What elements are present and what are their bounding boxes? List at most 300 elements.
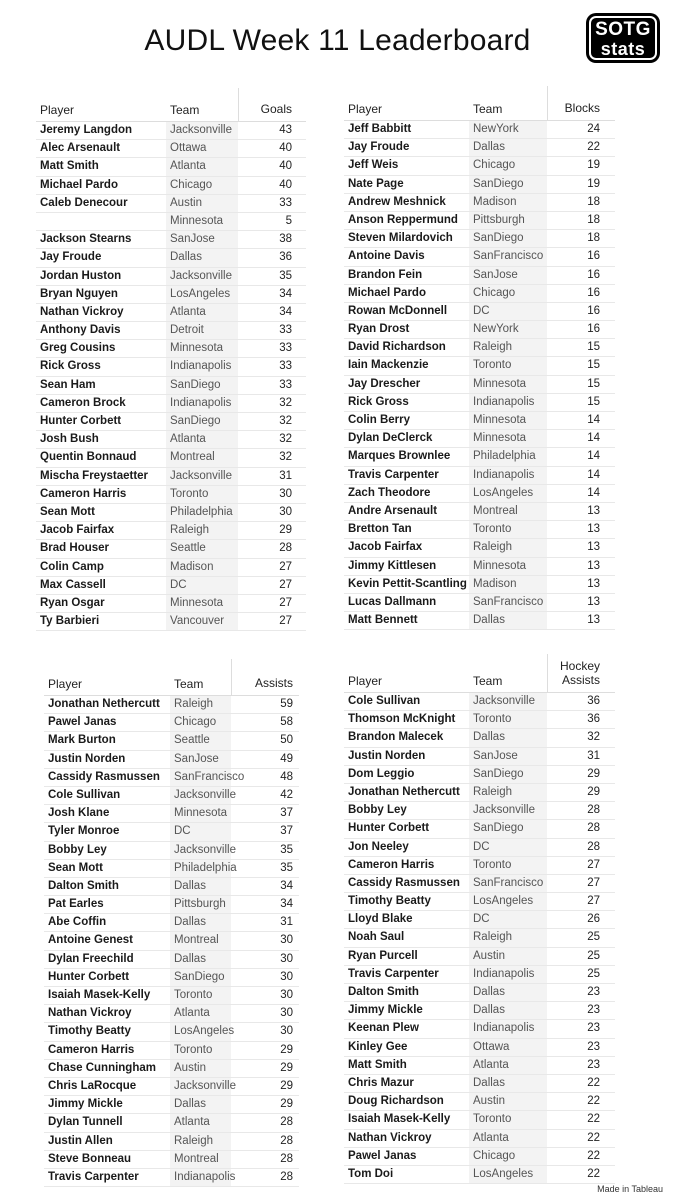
stat-value: 16 <box>587 268 600 281</box>
player-name: Michael Pardo <box>348 286 426 299</box>
team-name: Jacksonville <box>473 804 535 817</box>
table-row <box>44 951 299 969</box>
player-name: Ryan Drost <box>348 323 410 336</box>
player-name: Dylan Freechild <box>48 952 134 965</box>
stat-value: 14 <box>587 414 600 426</box>
stat-value: 43 <box>279 124 292 136</box>
player-name: Timothy Beatty <box>348 895 431 908</box>
team-name: Jacksonville <box>174 1079 236 1092</box>
player-name: Matt Smith <box>40 160 99 173</box>
team-name: Chicago <box>174 716 217 729</box>
team-name: Dallas <box>473 1004 505 1017</box>
team-name: Detroit <box>170 324 204 337</box>
player-name: Jon Neeley <box>348 840 409 853</box>
header-stat-line-2: Assists <box>561 673 600 688</box>
stat-value: 19 <box>587 177 600 190</box>
team-name: Atlanta <box>473 1131 509 1144</box>
stat-value: 29 <box>280 1061 293 1074</box>
stat-value: 58 <box>280 716 293 729</box>
table-row <box>344 139 615 157</box>
table-row <box>36 140 306 158</box>
player-name: Dom Leggio <box>348 767 415 780</box>
table-row <box>344 430 615 448</box>
player-name: Jimmy Mickle <box>348 1004 423 1017</box>
player-name: Justin Norden <box>348 749 426 762</box>
table-row <box>44 1042 299 1060</box>
table-row <box>44 1023 299 1041</box>
table-row <box>344 176 615 194</box>
stat-value: 28 <box>587 804 600 817</box>
table-row <box>36 158 306 176</box>
table-row <box>344 839 615 857</box>
team-name: Philadelphia <box>473 450 536 463</box>
stat-value: 32 <box>279 415 292 427</box>
player-name: Mischa Freystaetter <box>40 469 149 482</box>
stat-value: 13 <box>587 577 600 590</box>
player-name: Bryan Nguyen <box>40 287 118 300</box>
team-name: SanDiego <box>473 767 524 780</box>
table-row <box>44 842 299 860</box>
team-name: Dallas <box>473 986 505 998</box>
table-row <box>344 503 615 521</box>
stat-value: 30 <box>280 970 293 983</box>
table-row <box>44 860 299 878</box>
player-name: Josh Klane <box>48 807 110 820</box>
player-name: Antoine Davis <box>348 250 425 263</box>
table-row <box>344 784 615 802</box>
team-name: SanFrancisco <box>473 250 544 263</box>
stat-value: 34 <box>279 305 292 318</box>
team-name: LosAngeles <box>473 895 534 908</box>
header-player: Player <box>348 674 383 688</box>
stat-value: 40 <box>279 160 292 173</box>
team-name: Seattle <box>174 734 210 747</box>
table-row <box>44 714 299 732</box>
table-row <box>36 504 306 522</box>
player-name: Kinley Gee <box>348 1040 408 1053</box>
player-name: Michael Pardo <box>40 178 118 191</box>
table-row <box>344 748 615 766</box>
stat-value: 31 <box>587 749 600 762</box>
team-name: NewYork <box>473 323 519 336</box>
table-header <box>44 659 299 695</box>
player-name: Nathan Vickroy <box>348 1131 432 1144</box>
stat-value: 34 <box>280 879 293 892</box>
team-name: DC <box>170 578 187 591</box>
team-name: Jacksonville <box>170 469 232 482</box>
player-name: Jeff Weis <box>348 159 399 172</box>
stat-value: 22 <box>587 1095 600 1108</box>
player-name: Cassidy Rasmussen <box>48 770 160 783</box>
team-name: Minnesota <box>473 377 527 390</box>
team-name: Indianapolis <box>473 468 535 481</box>
team-name: SanFrancisco <box>174 770 245 783</box>
team-name: Austin <box>473 1095 505 1108</box>
team-name: Indianapolis <box>170 360 232 373</box>
team-name: Raleigh <box>473 341 512 354</box>
stat-value: 23 <box>587 1004 600 1017</box>
table-row <box>44 1169 299 1187</box>
team-name: Dallas <box>174 1098 206 1111</box>
player-name: Brandon Malecek <box>348 731 444 744</box>
stat-value: 27 <box>279 615 292 628</box>
team-name: Madison <box>473 195 517 208</box>
stat-value: 36 <box>587 695 600 707</box>
team-name: Ottawa <box>170 142 207 155</box>
table-row <box>344 212 615 230</box>
team-name: SanDiego <box>473 232 524 245</box>
goals-leaderboard <box>36 88 306 631</box>
stat-value: 33 <box>279 378 292 391</box>
stat-value: 22 <box>587 1076 600 1089</box>
table-row <box>36 595 306 613</box>
team-name: Montreal <box>174 1152 219 1165</box>
stat-value: 23 <box>587 1040 600 1053</box>
player-name: Bobby Ley <box>348 804 407 817</box>
player-name: Jay Froude <box>40 251 102 264</box>
team-name: Raleigh <box>170 524 209 537</box>
team-name: Toronto <box>473 858 512 871</box>
team-name: Seattle <box>170 542 206 555</box>
player-name: Timothy Beatty <box>48 1025 131 1038</box>
stat-value: 18 <box>587 232 600 245</box>
stat-value: 15 <box>587 341 600 354</box>
team-name: Toronto <box>473 523 512 536</box>
team-name: Indianapolis <box>473 395 535 408</box>
team-name: Minnesota <box>473 559 527 572</box>
player-name: Bretton Tan <box>348 523 412 536</box>
stat-value: 24 <box>587 123 600 135</box>
stat-value: 23 <box>587 1058 600 1071</box>
stat-value: 29 <box>587 767 600 780</box>
player-name: Anthony Davis <box>40 324 121 337</box>
stat-value: 36 <box>279 251 292 264</box>
player-name: Caleb Denecour <box>40 196 128 209</box>
team-name: Chicago <box>473 159 516 172</box>
team-name: SanDiego <box>473 822 524 835</box>
team-name: Atlanta <box>473 1058 509 1071</box>
logo-line-1: SOTG <box>595 19 651 40</box>
header-stat <box>560 660 600 688</box>
player-name: Jeff Babbitt <box>348 123 412 135</box>
stat-value: 27 <box>587 858 600 871</box>
player-name: Ty Barbieri <box>40 615 100 628</box>
table-row <box>44 1005 299 1023</box>
header-divider <box>238 88 239 121</box>
player-name: Steven Milardovich <box>348 232 453 245</box>
player-name: Noah Saul <box>348 931 405 944</box>
table-row <box>344 339 615 357</box>
player-name: Jacob Fairfax <box>348 541 423 554</box>
player-name: Quentin Bonnaud <box>40 451 137 464</box>
team-name: Jacksonville <box>174 788 236 801</box>
team-name: SanJose <box>170 233 215 246</box>
stat-value: 30 <box>280 989 293 1001</box>
player-name: Jonathan Nethercutt <box>48 698 160 710</box>
player-name: Travis Carpenter <box>48 1170 139 1183</box>
header-team: Team <box>170 103 200 117</box>
table-row <box>344 948 615 966</box>
table-row <box>36 540 306 558</box>
table-row <box>344 984 615 1002</box>
stat-value: 15 <box>587 377 600 390</box>
stat-value: 29 <box>280 1098 293 1111</box>
player-name: Keenan Plew <box>348 1022 419 1035</box>
blocks-leaderboard <box>344 86 615 630</box>
player-name: Bobby Ley <box>48 843 107 856</box>
stat-value: 32 <box>279 451 292 464</box>
table-row <box>44 823 299 841</box>
team-name: Atlanta <box>170 160 206 173</box>
stat-value: 37 <box>280 825 293 838</box>
stat-value: 34 <box>279 287 292 300</box>
team-name: Madison <box>170 560 214 573</box>
table-row <box>36 486 306 504</box>
table-row <box>344 576 615 594</box>
stat-value: 22 <box>587 1167 600 1180</box>
table-header <box>344 86 615 120</box>
player-name: Isaiah Masek-Kelly <box>48 989 151 1001</box>
table-row <box>344 357 615 375</box>
stat-value: 22 <box>587 1131 600 1144</box>
player-name: Dalton Smith <box>48 879 119 892</box>
table-body <box>344 120 615 630</box>
table-row <box>36 195 306 213</box>
player-name: Cameron Brock <box>40 396 126 409</box>
table-row <box>44 751 299 769</box>
stat-value: 25 <box>587 931 600 944</box>
player-name: Cole Sullivan <box>48 788 121 801</box>
team-name: Toronto <box>174 1043 213 1056</box>
table-row <box>344 539 615 557</box>
player-name: Iain Mackenzie <box>348 359 429 372</box>
team-name: Pittsburgh <box>174 898 226 911</box>
team-name: Dallas <box>174 879 206 892</box>
table-row <box>344 1166 615 1184</box>
stat-value: 26 <box>587 913 600 926</box>
player-name: Jonathan Nethercutt <box>348 785 460 798</box>
stat-value: 23 <box>587 986 600 998</box>
player-name: Josh Bush <box>40 433 99 446</box>
team-name: Austin <box>174 1061 206 1074</box>
player-name: Sean Mott <box>40 505 95 518</box>
stat-value: 28 <box>587 822 600 835</box>
player-name: Ryan Purcell <box>348 949 418 962</box>
player-name: Anson Reppermund <box>348 213 458 226</box>
team-name: Austin <box>170 196 202 209</box>
table-row <box>44 787 299 805</box>
table-row <box>36 231 306 249</box>
player-name: Hunter Corbett <box>48 970 130 983</box>
player-name: Cameron Harris <box>48 1043 135 1056</box>
table-header <box>344 654 615 692</box>
player-name: Sean Ham <box>40 378 96 391</box>
stat-value: 28 <box>280 1134 293 1147</box>
player-name: Brad Houser <box>40 542 110 555</box>
player-name: Rick Gross <box>348 395 409 408</box>
player-name: Jacob Fairfax <box>40 524 115 537</box>
table-row <box>36 249 306 267</box>
player-name: Dalton Smith <box>348 986 419 998</box>
table-row <box>36 322 306 340</box>
player-name: Lucas Dallmann <box>348 595 437 608</box>
table-row <box>44 932 299 950</box>
stat-value: 59 <box>280 698 293 710</box>
table-row <box>344 729 615 747</box>
table-row <box>36 522 306 540</box>
table-row <box>344 711 615 729</box>
team-name: Montreal <box>473 504 518 517</box>
team-name: Austin <box>473 949 505 962</box>
stat-value: 28 <box>587 840 600 853</box>
stat-value: 49 <box>280 752 293 765</box>
team-name: SanJose <box>473 749 518 762</box>
table-row <box>36 340 306 358</box>
player-name: Brandon Fein <box>348 268 423 281</box>
team-name: Madison <box>473 577 517 590</box>
table-row <box>344 467 615 485</box>
table-header <box>36 88 306 121</box>
team-name: Indianapolis <box>473 967 535 980</box>
table-row <box>344 1111 615 1129</box>
header-divider <box>547 86 548 120</box>
made-in-tableau-credit: Made in Tableau <box>597 1184 663 1194</box>
player-name: Justin Norden <box>48 752 126 765</box>
team-name: LosAngeles <box>170 287 231 300</box>
player-name: Jay Froude <box>348 141 410 154</box>
player-name: Sean Mott <box>48 861 103 874</box>
stat-value: 13 <box>587 595 600 608</box>
table-row <box>36 559 306 577</box>
stat-value: 16 <box>587 304 600 317</box>
player-name: Kevin Pettit-Scantling <box>348 577 467 590</box>
team-name: DC <box>473 304 490 317</box>
table-row <box>344 558 615 576</box>
table-row <box>44 914 299 932</box>
header-stat <box>255 677 293 691</box>
stat-value: 25 <box>587 949 600 962</box>
team-name: Toronto <box>473 713 512 726</box>
player-name: Jackson Stearns <box>40 233 132 246</box>
stat-value: 22 <box>587 1113 600 1126</box>
stat-value: 27 <box>587 895 600 908</box>
table-row <box>44 696 299 714</box>
table-row <box>344 929 615 947</box>
team-name: Chicago <box>473 286 516 299</box>
stat-value: 32 <box>279 433 292 446</box>
team-name: Dallas <box>174 916 206 929</box>
header-stat <box>565 102 600 116</box>
table-body <box>36 121 306 631</box>
table-row <box>44 769 299 787</box>
table-row <box>344 412 615 430</box>
stat-value: 27 <box>279 596 292 609</box>
team-name: Minnesota <box>170 342 224 355</box>
player-name: Colin Berry <box>348 414 410 426</box>
table-row <box>36 268 306 286</box>
player-name: Hunter Corbett <box>348 822 430 835</box>
table-row <box>44 1151 299 1169</box>
player-name: Antoine Genest <box>48 934 133 947</box>
team-name: Chicago <box>473 1149 516 1162</box>
player-name: Hunter Corbett <box>40 415 122 427</box>
table-row <box>344 1075 615 1093</box>
table-row <box>36 395 306 413</box>
team-name: Atlanta <box>170 305 206 318</box>
stat-value: 40 <box>279 178 292 191</box>
team-name: Philadelphia <box>170 505 233 518</box>
table-row <box>344 194 615 212</box>
player-name: Matt Smith <box>348 1058 407 1071</box>
stat-value: 33 <box>279 196 292 209</box>
player-name: Jay Drescher <box>348 377 421 390</box>
team-name: LosAngeles <box>473 486 534 499</box>
table-row <box>44 1078 299 1096</box>
team-name: DC <box>174 825 191 838</box>
player-name: Pawel Janas <box>48 716 117 729</box>
header-team: Team <box>174 677 204 691</box>
team-name: Dallas <box>473 614 505 627</box>
player-name: Justin Allen <box>48 1134 113 1147</box>
stat-value: 23 <box>587 1022 600 1035</box>
stat-value: 13 <box>587 504 600 517</box>
team-name: Dallas <box>473 141 505 154</box>
table-row <box>344 1002 615 1020</box>
team-name: Toronto <box>170 487 209 500</box>
stat-value: 30 <box>280 1007 293 1020</box>
stat-value: 19 <box>587 159 600 172</box>
table-row <box>44 1096 299 1114</box>
table-row <box>344 376 615 394</box>
stat-value: 27 <box>587 876 600 889</box>
team-name: Minnesota <box>170 596 224 609</box>
team-name: Pittsburgh <box>473 213 525 226</box>
stat-value: 30 <box>280 1025 293 1038</box>
table-row <box>344 893 615 911</box>
player-name: Chris Mazur <box>348 1076 414 1089</box>
table-row <box>36 577 306 595</box>
table-row <box>344 1130 615 1148</box>
team-name: DC <box>473 840 490 853</box>
stat-value: 25 <box>587 967 600 980</box>
player-name: Thomson McKnight <box>348 713 456 726</box>
stat-value: 40 <box>279 142 292 155</box>
player-name: Zach Theodore <box>348 486 431 499</box>
team-name: SanDiego <box>170 378 221 391</box>
stat-value: 14 <box>587 468 600 481</box>
team-name: Toronto <box>473 1113 512 1126</box>
team-name: LosAngeles <box>473 1167 534 1180</box>
stat-value: 28 <box>280 1116 293 1129</box>
stat-value: 32 <box>279 396 292 409</box>
stat-value: 5 <box>285 214 292 227</box>
stat-value: 38 <box>279 233 292 246</box>
table-row <box>344 121 615 139</box>
header-stat <box>261 103 292 117</box>
player-name: Dylan DeClerck <box>348 432 433 445</box>
team-name: Jacksonville <box>170 269 232 282</box>
team-name: SanDiego <box>473 177 524 190</box>
stat-value: 30 <box>280 952 293 965</box>
table-row <box>344 911 615 929</box>
stat-value: 33 <box>279 324 292 337</box>
team-name: SanJose <box>174 752 219 765</box>
stat-value: 15 <box>587 395 600 408</box>
team-name: Minnesota <box>174 807 228 820</box>
stat-value: 35 <box>280 843 293 856</box>
stat-value: 36 <box>587 713 600 726</box>
table-row <box>36 177 306 195</box>
